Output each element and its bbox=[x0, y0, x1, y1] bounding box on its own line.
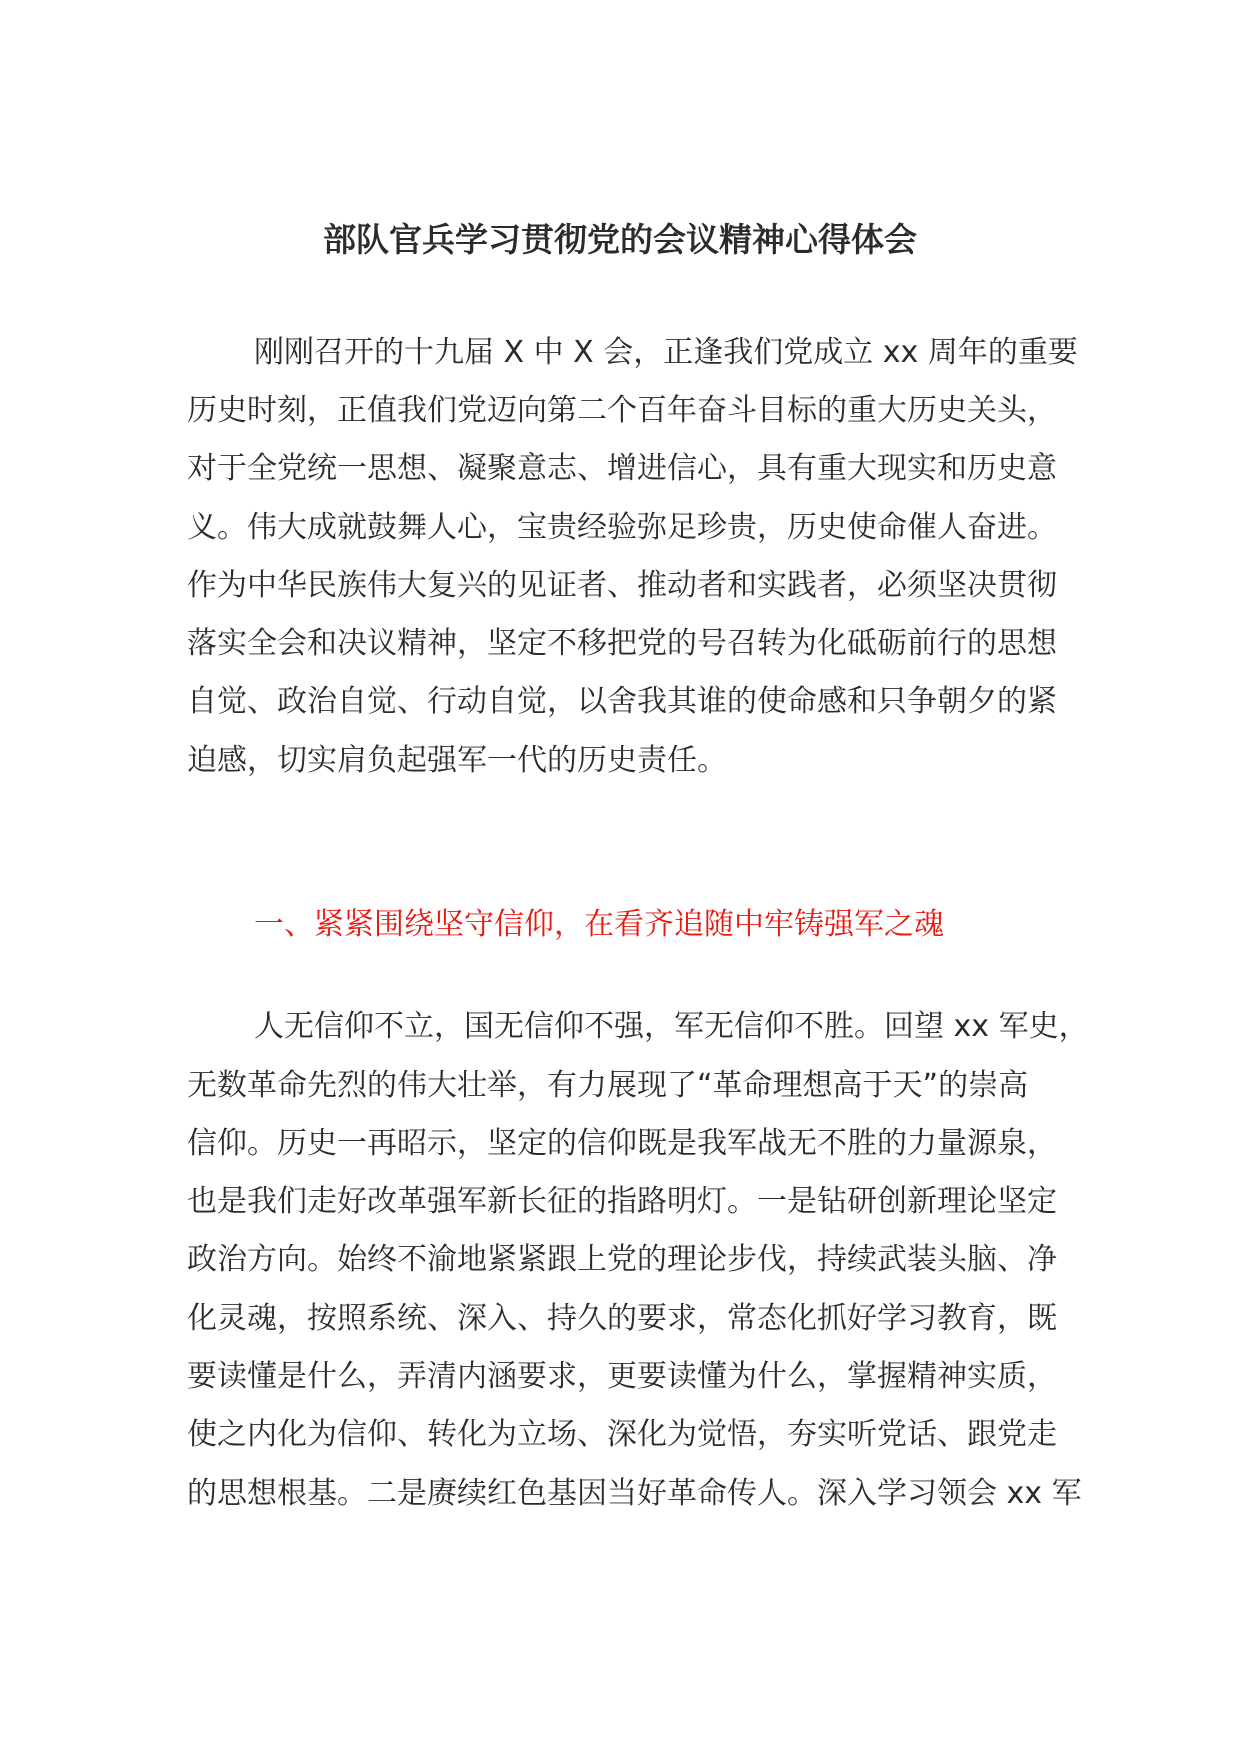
paragraph-2-line-4: 也是我们走好改革强军新长征的指路明灯。一是钻研创新理论坚定 bbox=[187, 1184, 1057, 1219]
paragraph-1-line-6: 落实全会和决议精神，坚定不移把党的号召转为化砥砺前行的思想 bbox=[187, 626, 1057, 661]
section-1-heading: 一、紧紧围绕坚守信仰，在看齐追随中牢铸强军之魂 bbox=[254, 907, 944, 942]
paragraph-1-line-3: 对于全党统一思想、凝聚意志、增进信心，具有重大现实和历史意 bbox=[187, 451, 1057, 486]
paragraph-2-line-8: 使之内化为信仰、转化为立场、深化为觉悟，夯实听党话、跟党走 bbox=[187, 1417, 1057, 1452]
paragraph-1-line-2: 历史时刻，正值我们党迈向第二个百年奋斗目标的重大历史关头， bbox=[187, 393, 1057, 428]
paragraph-2-line-1: 人无信仰不立，国无信仰不强，军无信仰不胜。回望 xx 军史， bbox=[254, 1009, 1089, 1044]
paragraph-2-line-2: 无数革命先烈的伟大壮举，有力展现了“革命理想高于天”的崇高 bbox=[187, 1068, 1029, 1103]
paragraph-2-line-5: 政治方向。始终不渝地紧紧跟上党的理论步伐，持续武装头脑、净 bbox=[187, 1242, 1057, 1277]
paragraph-1-line-5: 作为中华民族伟大复兴的见证者、推动者和实践者，必须坚决贯彻 bbox=[187, 568, 1057, 603]
paragraph-2-line-7: 要读懂是什么，弄清内涵要求，更要读懂为什么，掌握精神实质， bbox=[187, 1359, 1057, 1394]
paragraph-2-line-9: 的思想根基。二是赓续红色基因当好革命传人。深入学习领会 xx 军 bbox=[187, 1476, 1082, 1511]
paragraph-1-line-4: 义。伟大成就鼓舞人心，宝贵经验弥足珍贵，历史使命催人奋进。 bbox=[187, 510, 1057, 545]
paragraph-2-line-6: 化灵魂，按照系统、深入、持久的要求，常态化抓好学习教育，既 bbox=[187, 1301, 1057, 1336]
paragraph-1-line-8: 迫感，切实肩负起强军一代的历史责任。 bbox=[187, 743, 727, 778]
document-title: 部队官兵学习贯彻党的会议精神心得体会 bbox=[323, 220, 917, 259]
paragraph-1-line-7: 自觉、政治自觉、行动自觉，以舍我其谁的使命感和只争朝夕的紧 bbox=[187, 684, 1057, 719]
paragraph-1-line-1: 刚刚召开的十九届 X 中 X 会，正逢我们党成立 xx 周年的重要 bbox=[254, 335, 1078, 370]
paragraph-2-line-3: 信仰。历史一再昭示，坚定的信仰既是我军战无不胜的力量源泉， bbox=[187, 1126, 1057, 1161]
